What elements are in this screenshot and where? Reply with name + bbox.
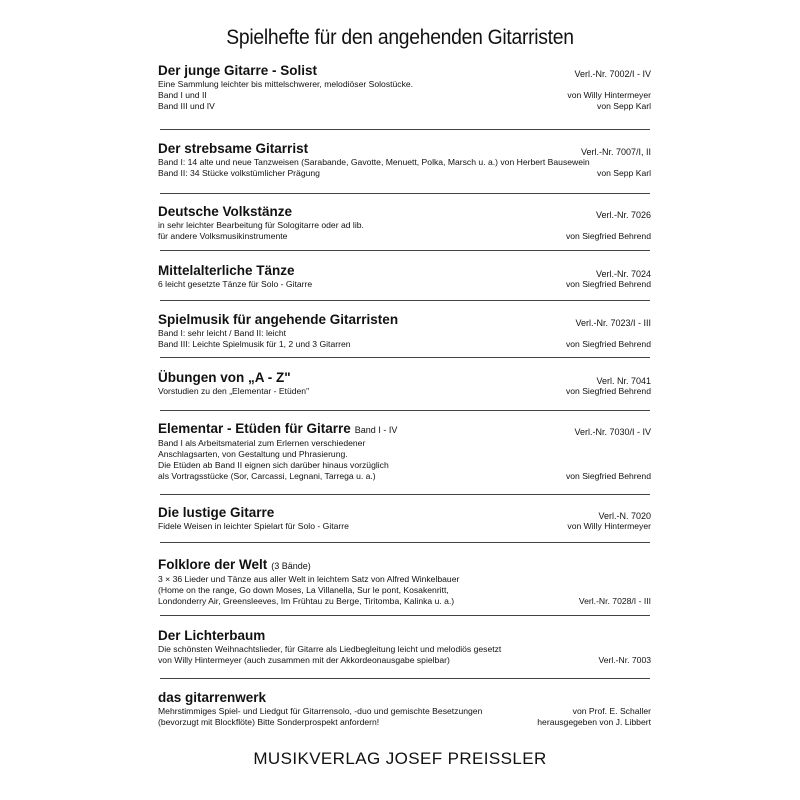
entry-line bbox=[158, 231, 651, 242]
divider bbox=[160, 410, 650, 411]
entry-title bbox=[158, 505, 651, 521]
verlag-number: Verl.-Nr. 7023/I - III bbox=[575, 318, 651, 328]
entry-title-text: Der Lichterbaum bbox=[158, 628, 266, 643]
catalog-entry bbox=[158, 204, 651, 242]
entry-author: herausgegeben von J. Libbert bbox=[537, 717, 651, 727]
entry-author: von Willy Hintermeyer bbox=[567, 521, 651, 531]
catalog-entry bbox=[158, 370, 651, 397]
entry-line bbox=[158, 220, 651, 231]
entry-line bbox=[158, 460, 651, 471]
entry-line bbox=[158, 328, 651, 339]
entry-description: Band II: 34 Stücke volkstümlicher Prägung bbox=[158, 168, 320, 178]
verlag-number: Verl.-N. 7020 bbox=[598, 511, 651, 521]
entry-description: Anschlagsarten, von Gestaltung und Phrasierung. bbox=[158, 449, 348, 459]
entry-description: für andere Volksmusikinstrumente bbox=[158, 231, 288, 241]
entry-line bbox=[158, 644, 651, 655]
entry-subtitle: Band I - IV bbox=[354, 425, 398, 435]
entry-description: Band I: 14 alte und neue Tanzweisen (Sarabande, Gavotte, Menuett, Polka, Marsch u. a.) von Herbert Bausewein bbox=[158, 157, 590, 167]
divider bbox=[160, 250, 650, 251]
entry-line bbox=[158, 717, 651, 728]
entry-title-text: Der strebsame Gitarrist bbox=[158, 141, 309, 156]
entry-line bbox=[158, 596, 651, 607]
entry-author: von Sepp Karl bbox=[597, 101, 651, 111]
entry-line bbox=[158, 168, 651, 179]
entry-description: 3 × 36 Lieder und Tänze aus aller Welt in leichtem Satz von Alfred Winkelbauer bbox=[158, 574, 460, 584]
divider bbox=[160, 615, 650, 616]
entry-description: (Home on the range, Go down Moses, La Villanella, Sur le pont, Kosakenritt, bbox=[158, 585, 449, 595]
page-title: Spielhefte für den angehenden Gitarristen bbox=[226, 26, 574, 49]
entry-title bbox=[158, 370, 651, 386]
entry-description: als Vortragsstücke (Sor, Carcassi, Legnani, Tarrega u. a.) bbox=[158, 471, 376, 481]
entry-line bbox=[158, 79, 651, 90]
entry-line bbox=[158, 157, 651, 168]
entry-title-text: Spielmusik für angehende Gitarristen bbox=[158, 312, 399, 327]
divider bbox=[160, 300, 650, 301]
entry-author: von Siegfried Behrend bbox=[565, 386, 651, 396]
entry-description: Die Etüden ab Band II eignen sich darüber hinaus vorzüglich bbox=[158, 460, 389, 470]
verlag-number: Verl.-Nr. 7026 bbox=[595, 210, 651, 220]
publisher-name: MUSIKVERLAG JOSEF PREISSLER bbox=[253, 749, 547, 768]
entry-description: Vorstudien zu den „Elementar - Etüden" bbox=[158, 386, 310, 396]
entry-author: Verl.-Nr. 7028/I - III bbox=[578, 596, 651, 606]
entry-author: von Prof. E. Schaller bbox=[572, 706, 651, 716]
divider bbox=[160, 357, 650, 358]
entry-description: Band I als Arbeitsmaterial zum Erlernen verschiedener bbox=[158, 438, 366, 448]
entry-author: Verl.-Nr. 7003 bbox=[598, 655, 651, 665]
verlag-number: Verl.-Nr. 7024 bbox=[595, 269, 651, 279]
entry-description: Eine Sammlung leichter bis mittelschwerer, melodiöser Solostücke. bbox=[158, 79, 414, 89]
entry-author: von Siegfried Behrend bbox=[565, 231, 651, 241]
entry-title-text: Deutsche Volkstänze bbox=[158, 204, 293, 219]
entry-line bbox=[158, 655, 651, 666]
verlag-number: Verl.-Nr. 7007/I, II bbox=[580, 147, 651, 157]
catalog-entry bbox=[158, 628, 651, 666]
entry-title bbox=[158, 312, 651, 328]
entry-title-text: Mittelalterliche Tänze bbox=[158, 263, 295, 278]
entry-line bbox=[158, 521, 651, 532]
catalog-entry bbox=[158, 312, 651, 350]
entry-description: Londonderry Air, Greensleeves, Im Frühtau zu Berge, Tiritomba, Kalinka u. a.) bbox=[158, 596, 455, 606]
entry-title bbox=[158, 63, 651, 79]
entry-description: Fidele Weisen in leichter Spielart für Solo - Gitarre bbox=[158, 521, 349, 531]
entry-line bbox=[158, 449, 651, 460]
divider bbox=[160, 193, 650, 194]
divider bbox=[160, 542, 650, 543]
entry-description: Band III: Leichte Spielmusik für 1, 2 und 3 Gitarren bbox=[158, 339, 351, 349]
entry-title-text: Die lustige Gitarre bbox=[158, 505, 275, 520]
entry-description: Band I: sehr leicht / Band II: leicht bbox=[158, 328, 287, 338]
entry-author: von Sepp Karl bbox=[597, 168, 651, 178]
entry-title-text: das gitarrenwerk bbox=[158, 690, 267, 705]
divider bbox=[160, 494, 650, 495]
entry-line bbox=[158, 339, 651, 350]
catalog-entry bbox=[158, 141, 651, 179]
entry-title bbox=[158, 628, 651, 644]
entry-author: von Siegfried Behrend bbox=[565, 339, 651, 349]
entry-description: in sehr leichter Bearbeitung für Sologitarre oder ad lib. bbox=[158, 220, 364, 230]
entry-title-text: Übungen von „A - Z" bbox=[158, 370, 291, 385]
entry-title-text: Elementar - Etüden für Gitarre bbox=[158, 421, 351, 436]
entry-description: Band III und IV bbox=[158, 101, 215, 111]
entry-title bbox=[158, 557, 651, 574]
divider bbox=[160, 678, 650, 679]
verlag-number: Verl. Nr. 7041 bbox=[596, 376, 651, 386]
entry-description: Band I und II bbox=[158, 90, 207, 100]
entry-author: von Siegfried Behrend bbox=[565, 279, 651, 289]
entry-title bbox=[158, 141, 651, 157]
entry-line bbox=[158, 279, 651, 290]
entry-author: von Siegfried Behrend bbox=[565, 471, 651, 481]
entry-subtitle: (3 Bände) bbox=[271, 561, 311, 571]
entry-title bbox=[158, 263, 651, 279]
entry-title bbox=[158, 421, 651, 438]
entry-description: Mehrstimmiges Spiel- und Liedgut für Gitarrensolo, -duo und gemischte Besetzungen bbox=[158, 706, 483, 716]
entry-line bbox=[158, 585, 651, 596]
entry-title-text: Folklore der Welt bbox=[158, 557, 268, 572]
entry-description: (bevorzugt mit Blockflöte) Bitte Sonderprospekt anfordern! bbox=[158, 717, 380, 727]
entry-line bbox=[158, 471, 651, 482]
entry-line bbox=[158, 101, 651, 112]
catalog-entry bbox=[158, 63, 651, 112]
entry-line bbox=[158, 706, 651, 717]
entry-line bbox=[158, 438, 651, 449]
catalog-entry bbox=[158, 263, 651, 290]
entry-line bbox=[158, 386, 651, 397]
verlag-number: Verl.-Nr. 7002/I - IV bbox=[574, 69, 651, 79]
entry-description: von Willy Hintermeyer (auch zusammen mit der Akkordeonausgabe spielbar) bbox=[158, 655, 450, 665]
divider bbox=[160, 129, 650, 130]
entry-author: von Willy Hintermeyer bbox=[567, 90, 651, 100]
entry-description: Die schönsten Weihnachtslieder, für Gitarre als Liedbegleitung leicht und melodiös gesetzt bbox=[158, 644, 502, 654]
catalog-entry bbox=[158, 421, 651, 482]
entry-title-text: Der junge Gitarre - Solist bbox=[158, 63, 318, 78]
entry-line bbox=[158, 90, 651, 101]
entry-description: 6 leicht gesetzte Tänze für Solo - Gitarre bbox=[158, 279, 313, 289]
entry-title bbox=[158, 204, 651, 220]
verlag-number: Verl.-Nr. 7030/I - IV bbox=[574, 427, 651, 437]
catalog-entry bbox=[158, 557, 651, 607]
catalog-entry bbox=[158, 505, 651, 532]
catalog-entry bbox=[158, 690, 651, 728]
entry-title bbox=[158, 690, 651, 706]
entry-line bbox=[158, 574, 651, 585]
